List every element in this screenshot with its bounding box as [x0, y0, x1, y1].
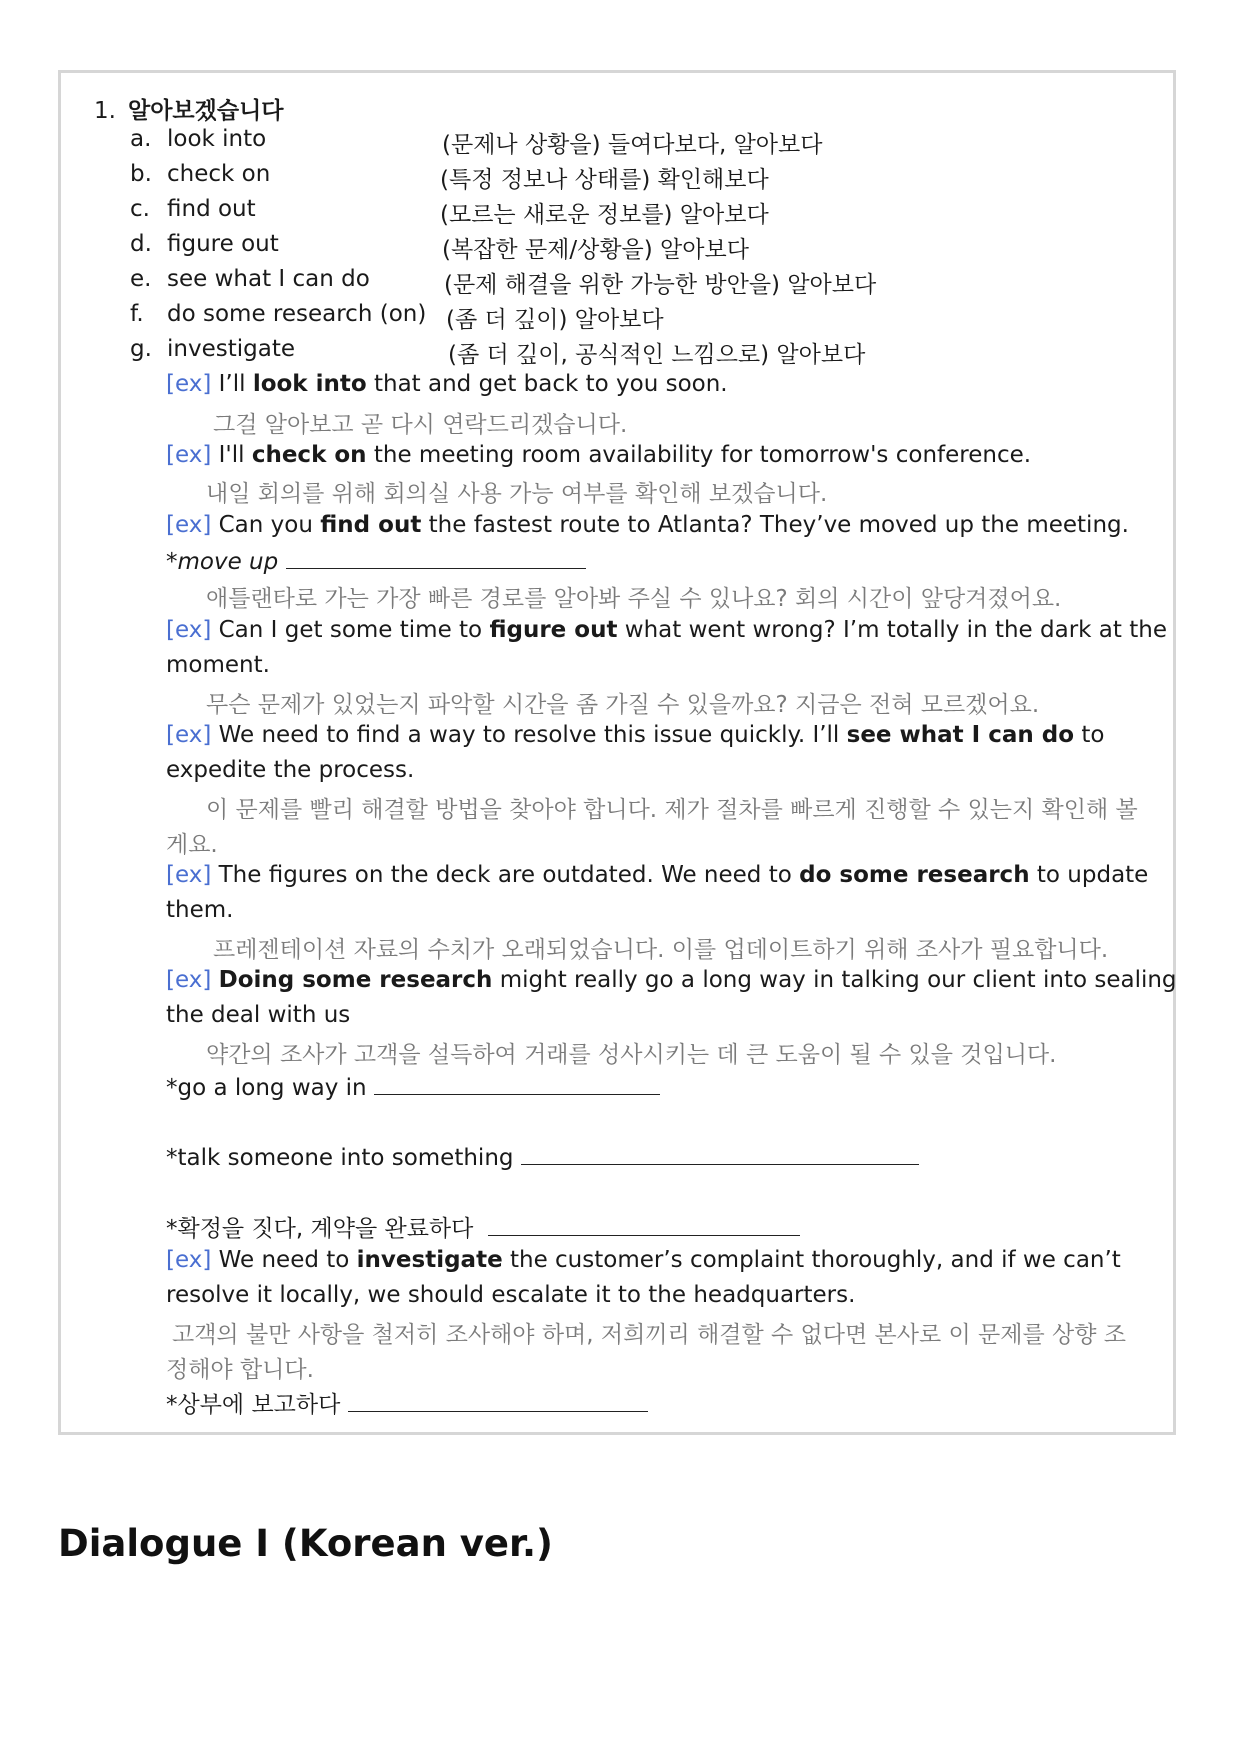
section-heading: [94, 92, 284, 125]
example-sentence: [ex] We need to investigate the customer’s complaint thoroughly, and if we can’t: [166, 1247, 1121, 1273]
example-translation: 프레젠테이션 자료의 수치가 오래되었습니다. 이를 업데이트하기 위해 조사가 필요합니다.: [213, 937, 1109, 963]
example-sentence-cont: the deal with us: [166, 1002, 351, 1028]
section-number: 1.: [94, 98, 116, 124]
example-sentence: [ex] Doing some research might really go a long way in talking our client into sealing: [166, 967, 1177, 993]
vocab-note: *확정을 짓다, 계약을 완료하다: [166, 1210, 800, 1243]
vocab-item: d. figure out (복잡한 문제/상황을) 알아보다: [130, 231, 749, 263]
vocab-item: b. check on (특정 정보나 상태를) 확인해보다: [130, 161, 769, 193]
vocab-item: g. investigate (좀 더 깊이, 공식적인 느낌으로) 알아보다: [130, 336, 866, 368]
vocab-item: e. see what I can do (문제 해결을 위한 가능한 방안을) 알아보다: [130, 266, 877, 298]
example-translation: 무슨 문제가 있었는지 파악할 시간을 좀 가질 수 있을까요? 지금은 전혀 모르겠어요.: [206, 692, 1040, 718]
vocab-note: *move up: [166, 546, 586, 575]
fill-in-blank: [374, 1072, 660, 1095]
example-translation: 이 문제를 빨리 해결할 방법을 찾아야 합니다. 제가 절차를 빠르게 진행할 수 있는지 확인해 볼: [206, 797, 1138, 823]
example-translation: 애틀랜타로 가는 가장 빠른 경로를 알아봐 주실 수 있나요? 회의 시간이 앞당겨졌어요.: [206, 586, 1062, 612]
example-sentence-cont: expedite the process.: [166, 757, 415, 783]
example-sentence: [ex] I'll check on the meeting room availability for tomorrow's conference.: [166, 442, 1032, 468]
section-title: 알아보겠습니다: [128, 98, 284, 124]
example-translation-cont: 정해야 합니다.: [166, 1357, 314, 1383]
fill-in-blank: [521, 1142, 919, 1165]
example-translation-cont: 게요.: [166, 832, 218, 858]
fill-in-blank: [488, 1213, 800, 1236]
example-translation: 그걸 알아보고 곧 다시 연락드리겠습니다.: [213, 412, 628, 438]
example-sentence-cont: moment.: [166, 652, 270, 678]
dialogue-heading: Dialogue I (Korean ver.): [58, 1522, 553, 1565]
example-sentence-cont: resolve it locally, we should escalate it to the headquarters.: [166, 1282, 856, 1308]
example-sentence: [ex] I’ll look into that and get back to you soon.: [166, 371, 728, 397]
example-translation: 약간의 조사가 고객을 설득하여 거래를 성사시키는 데 큰 도움이 될 수 있을 것입니다.: [206, 1042, 1057, 1068]
example-sentence: [ex] We need to find a way to resolve this issue quickly. I’ll see what I can do to: [166, 722, 1105, 748]
example-sentence: [ex] The figures on the deck are outdated. We need to do some research to update: [166, 862, 1149, 888]
vocab-item: c. find out (모르는 새로운 정보를) 알아보다: [130, 196, 769, 228]
vocab-item: a. look into (문제나 상황을) 들여다보다, 알아보다: [130, 126, 823, 158]
example-translation: 고객의 불만 사항을 철저히 조사해야 하며, 저희끼리 해결할 수 없다면 본사로 이 문제를 상향 조: [172, 1322, 1126, 1348]
vocab-note: *상부에 보고하다: [166, 1386, 648, 1419]
fill-in-blank: [348, 1389, 648, 1412]
vocab-note: *go a long way in: [166, 1072, 660, 1101]
example-sentence: [ex] Can I get some time to figure out what went wrong? I’m totally in the dark at the: [166, 617, 1167, 643]
vocab-item: f. do some research (on) (좀 더 깊이) 알아보다: [130, 301, 664, 333]
vocab-note: *talk someone into something: [166, 1142, 919, 1171]
example-sentence: [ex] Can you find out the fastest route to Atlanta? They’ve moved up the meeting.: [166, 512, 1129, 538]
example-translation: 내일 회의를 위해 회의실 사용 가능 여부를 확인해 보겠습니다.: [206, 481, 828, 507]
fill-in-blank: [286, 546, 586, 569]
example-sentence-cont: them.: [166, 897, 234, 923]
